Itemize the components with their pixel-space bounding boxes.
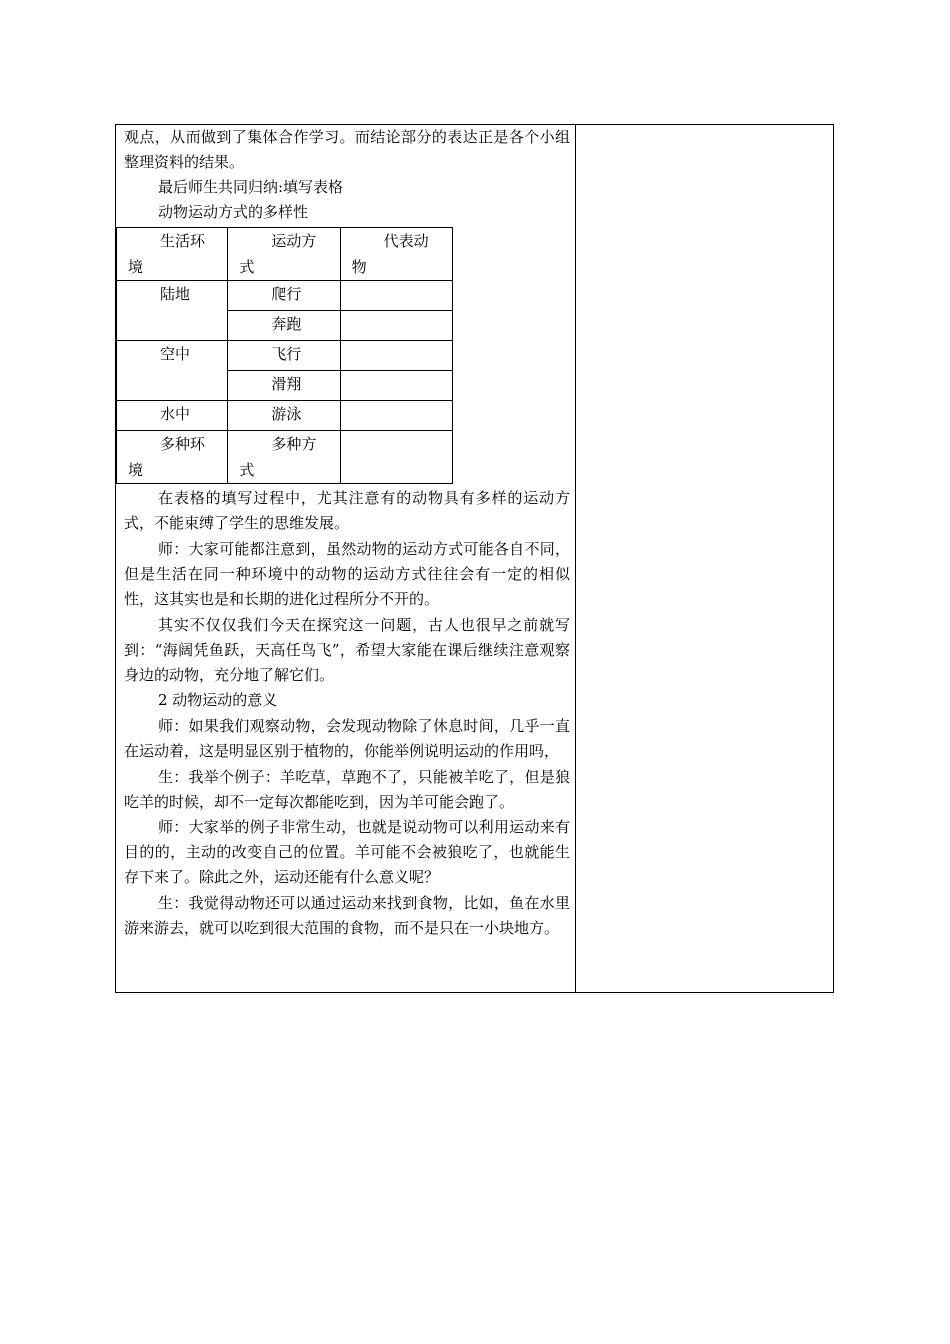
paragraph-poem: 其实不仅仅我们今天在探究这一问题，古人也很早之前就写到：“海阔凭鱼跃，天高任鸟飞”，希望大家能在课后继续注意观察身边的动物，充分地了解它们。 bbox=[124, 616, 570, 684]
cell-multi-mode: 多种方式 bbox=[228, 431, 340, 484]
cell-air: 空中 bbox=[117, 341, 228, 401]
content-column bbox=[124, 125, 570, 941]
cell-crawl: 爬行 bbox=[228, 281, 340, 311]
table-caption: 动物运动方式的多样性 bbox=[158, 203, 309, 221]
table-row bbox=[117, 401, 453, 431]
cell-glide: 滑翔 bbox=[228, 371, 340, 401]
movement-table bbox=[116, 227, 453, 484]
cell-empty bbox=[340, 401, 452, 431]
paragraph-teacher-3: 师：大家举的例子非常生动，也就是说动物可以利用运动来有目的的，主动的改变自己的位置。羊可能不会被狼吃了，也就能生存下来了。除此之外，运动还能有什么意义呢？ bbox=[124, 818, 570, 886]
cell-water: 水中 bbox=[117, 401, 228, 431]
cell-multi-env: 多种环境 bbox=[117, 431, 228, 484]
paragraph-teacher-2: 师：如果我们观察动物，会发现动物除了休息时间，几乎一直在运动着，这是明显区别于植物的，你能举例说明运动的作用吗， bbox=[124, 717, 570, 760]
table-row bbox=[117, 341, 453, 371]
column-divider bbox=[575, 125, 576, 992]
lesson-table bbox=[115, 124, 834, 993]
paragraph-conclusion: 观点，从而做到了集体合作学习。而结论部分的表达正是各个小组整理资料的结果。 bbox=[124, 128, 570, 171]
header-animal: 代表动物 bbox=[340, 228, 452, 281]
section-heading: 2 动物运动的意义 bbox=[158, 691, 278, 709]
cell-empty bbox=[340, 281, 452, 311]
table-row bbox=[117, 281, 453, 311]
table-row bbox=[117, 431, 453, 484]
cell-fly: 飞行 bbox=[228, 341, 340, 371]
cell-empty bbox=[340, 371, 452, 401]
paragraph-student-1: 生：我举个例子：羊吃草，草跑不了，只能被羊吃了，但是狼吃羊的时候，却不一定每次都能吃到，因为羊可能会跑了。 bbox=[124, 768, 570, 811]
header-environment: 生活环境 bbox=[117, 228, 228, 281]
paragraph-summary: 最后师生共同归纳:填写表格 bbox=[158, 178, 344, 196]
cell-run: 奔跑 bbox=[228, 311, 340, 341]
cell-empty bbox=[340, 431, 452, 484]
header-movement: 运动方式 bbox=[228, 228, 340, 281]
paragraph-teacher-1: 师：大家可能都注意到，虽然动物的运动方式可能各自不同，但是生活在同一种环境中的动物的运动方式往往会有一定的相似性，这其实也是和长期的进化过程所分不开的。 bbox=[124, 540, 570, 608]
table-header-row bbox=[117, 228, 453, 281]
paragraph-note: 在表格的填写过程中，尤其注意有的动物具有多样的运动方式，不能束缚了学生的思维发展。 bbox=[124, 489, 570, 532]
cell-empty bbox=[340, 341, 452, 371]
cell-empty bbox=[340, 311, 452, 341]
cell-swim: 游泳 bbox=[228, 401, 340, 431]
paragraph-student-2: 生：我觉得动物还可以通过运动来找到食物，比如，鱼在水里游来游去，就可以吃到很大范围的食物，而不是只在一小块地方。 bbox=[124, 894, 570, 937]
cell-land: 陆地 bbox=[117, 281, 228, 341]
